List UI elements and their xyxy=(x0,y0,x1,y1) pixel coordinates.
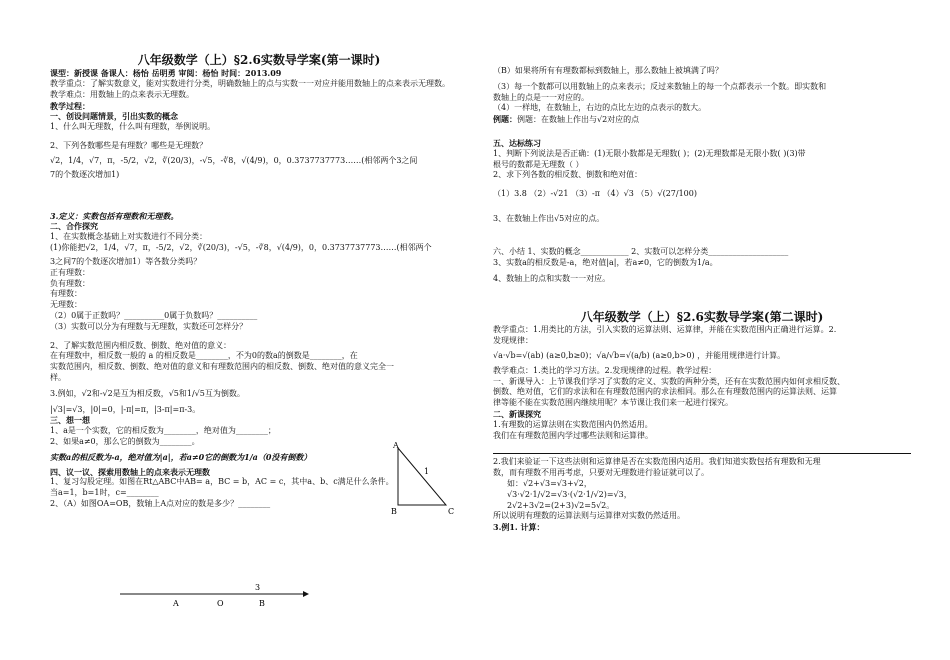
verify-2: √3·√2·1/√2=√3·(√2·1/√2)=√3， xyxy=(507,489,632,499)
section-1-heading: 一、创设问题情景，引出实数的概念 xyxy=(50,111,178,122)
discuss-3: 2、（A）如图OA=OB，数轴上A点对应的数是多少？________ xyxy=(50,498,271,508)
axis-label-a: A xyxy=(173,599,179,608)
rational: 有理数： xyxy=(50,289,82,299)
other-classification: （3）实数可以分为有理数与无理数，实数还可怎样分？ xyxy=(50,321,248,331)
axis-label-o: O xyxy=(217,599,224,608)
triangle-label-b: B xyxy=(391,507,397,516)
triangle-side-label: 1 xyxy=(424,467,430,476)
lesson-one-title: 八年级数学（上）§2.6实数导学案(第一课时) xyxy=(137,53,381,67)
triangle-label-a: A xyxy=(393,441,399,450)
exercise-1-cont: 根号的数都是无理数（ ） xyxy=(493,159,584,169)
right-text-4: （4）一样地，在数轴上，右边的点比左边的点表示的数大。 xyxy=(493,103,707,113)
meaning-text-2: 实数范围内，相反数、倒数、绝对值的意义和有理数范围内的相反数、倒数、绝对值的意义完全一 xyxy=(50,362,394,372)
meaning-text-1: 在有理数中，相反数一般的 a 的相反数是________，不为0的数a的倒数是________，在 xyxy=(50,351,358,361)
summary-line-1: 六、小结 1、实数的概念____________ 2、实数可以怎样分类____________________ xyxy=(493,246,789,256)
section-2-heading: 二、合作探究 xyxy=(50,221,98,232)
focus-2-line-2: 发现规律： xyxy=(493,336,533,346)
section-5-heading: 五、达标练习 xyxy=(493,137,541,148)
explore-2b: 数，而有理数不用再考虑，只要对无理数进行验证就可以了。 xyxy=(493,468,709,478)
discuss-2: 当a=1，b=1时，c=________ xyxy=(50,488,159,498)
think-summary: 实数a的相反数为-a，绝对值为|a|，若a≠0它的倒数为1/a（0没有倒数） xyxy=(50,451,312,462)
right-text-2: （3）每一个数都可以用数轴上的点来表示；反过来数轴上的每一个点都表示一个数。即实数和 xyxy=(493,81,827,91)
right-example: 例题：例题：在数轴上作出与√2对应的点 xyxy=(493,114,640,125)
summary-line-2: 3、实数a的相反数是-a，绝对值|a|，若a≠0，它的倒数为1/a。 xyxy=(493,257,718,267)
positive-rational: 正有理数： xyxy=(50,267,90,277)
verify-conclusion: 所以说明有理数的运算法则与运算律对实数仍然适用。 xyxy=(493,511,685,521)
triangle-label-c: C xyxy=(448,507,455,516)
discuss-1: 1、复习勾股定理。如图在Rt△ABC中AB= a，BC = b，AC = c，其中a、b、c满足什么条件。 xyxy=(50,477,394,487)
meta-line: 课型：新授课 备课人：杨怡 岳明勇 审阅：杨怡 时间：2013.09 xyxy=(50,68,282,79)
lesson-one-column xyxy=(50,0,468,510)
focus-2-formulas: √a·√b=√(ab) (a≥0,b≥0)；√a/√b=√(a/b) (a≥0,b>0) ，并能用规律进行计算。 xyxy=(493,350,786,360)
irrational: 无理数： xyxy=(50,300,82,310)
explore-1: 1.有理数的运算法则在实数范围内仍然适用。 xyxy=(493,419,653,429)
exercise-3: 3、在数轴上作出√5对应的点。 xyxy=(493,213,605,223)
answer-line xyxy=(493,453,911,454)
triangle-shape xyxy=(398,448,446,505)
section-4-heading: 四、议一议、探索用数轴上的点来表示无理数 xyxy=(50,466,210,477)
number-list: √2，1/4，√7，π，-5/2，√2，∛(20/3)，-√5，-∛8，√(4/9)，0，0.3737737773……(相邻两个3之间 xyxy=(50,155,418,165)
explore-2: 2.我们来验证一下这些法则和运算律是否在实数范围内适用。我们知道实数包括有理数和无理 xyxy=(493,457,821,467)
verify-1: 如：√2+√3=√3+√2， xyxy=(507,478,592,488)
difficulty-2: 教学难点：1.类比的学习方法。2.发现规律的过程。教学过程： xyxy=(493,365,717,375)
number-axis-figure xyxy=(115,580,315,610)
process-heading: 教学过程： xyxy=(50,100,90,111)
zero-question: （2）0属于正数吗？__________0属于负数吗？__________ xyxy=(50,310,258,320)
intro-1: 一、新课导入：上节课我们学习了实数的定义、实数的两种分类，还有在实数范围内如何求相反数、 xyxy=(493,376,845,386)
right-q-b: （B）如果将所有有理数都标到数轴上，那么数轴上被填满了吗？ xyxy=(493,66,723,75)
think-2: 2、如果a≠0，那么它的倒数为________。 xyxy=(50,436,200,446)
example-opposites: 3.例如，√2和-√2是互为相反数，√5和1/√5互为倒数。 xyxy=(50,388,245,398)
example-1-heading: 3.例1. 计算： xyxy=(493,522,545,533)
classify-list-cont: 3之间7的个数逐次增加1）等各数分类吗？ xyxy=(50,256,202,266)
section-3-heading: 三、想一想 xyxy=(50,415,90,426)
question-1: 1、什么叫无理数，什么叫有理数，举例说明。 xyxy=(50,122,216,132)
exercise-1: 1、判断下列说法是否正确：(1)无限小数都是无理数( )；(2)无理数都是无限小数( )(3)带 xyxy=(493,148,806,158)
teaching-focus: 教学重点：了解实数意义，能对实数进行分类，明确数轴上的点与实数一一对应并能用数轴上的点来表示无理数。 xyxy=(50,78,450,88)
axis-label-b: B xyxy=(259,599,265,608)
axis-label-three: 3 xyxy=(255,583,261,592)
focus-2-line-1: 教学重点：1.用类比的方法，引入实数的运算法则、运算律，并能在实数范围内正确进行运算。2. xyxy=(493,325,837,335)
summary-line-3: 4、数轴上的点和实数一一对应。 xyxy=(493,274,611,284)
lesson-two-title: 八年级数学（上）§2.6实数导学案(第二课时) xyxy=(580,310,824,325)
definition: 3.定义：实数包括有理数和无理数。 xyxy=(50,210,179,221)
meaning-text-3: 样。 xyxy=(50,372,66,382)
new-lesson-heading: 二、新课探究 xyxy=(493,408,541,419)
right-text-3: 数轴上的点是一一对应的。 xyxy=(493,92,589,102)
think-1: 1、a是一个实数，它的相反数为________，绝对值为________； xyxy=(50,426,276,436)
negative-rational: 负有理数： xyxy=(50,278,90,288)
classify-intro: 1、在实数概念基础上对实数进行不同分类： xyxy=(50,232,208,242)
right-triangle-figure xyxy=(388,440,468,520)
intro-2: 倒数、绝对值，它们的求法和在有理数范围内的求法相同。那么在有理数范围内的运算法则、运算 xyxy=(493,387,837,397)
question-2: 2、下列各数哪些是有理数？哪些是无理数？ xyxy=(50,140,208,150)
explore-1b: 我们在有理数范围内学过哪些法则和运算律。 xyxy=(493,430,653,440)
example-absolute: |√3|=√3，|0|=0，|-π|=π，|3-π|=π-3。 xyxy=(50,404,201,414)
meaning-heading: 2、了解实数范围内相反数、倒数、绝对值的意义： xyxy=(50,340,232,350)
lesson-two-column xyxy=(493,0,911,533)
verify-3: 2√2+3√2=(2+3)√2=5√2。 xyxy=(507,500,615,510)
exercise-2: 2、求下列各数的相反数、倒数和绝对值： xyxy=(493,170,643,180)
teaching-difficulty: 教学难点：用数轴上的点来表示无理数。 xyxy=(50,89,194,99)
number-list-cont: 7的个数逐次增加1) xyxy=(50,169,120,179)
classify-list: (1)你能把√2，1/4，√7，π，-5/2，√2，∛(20/3)，-√5，-∛8，√(4/9)，0，0.3737737773……(相邻两个 xyxy=(50,242,432,252)
exercise-2-items: （1）3.8 （2）-√21 （3）-π （4）√3 （5）√(27/100) xyxy=(493,189,697,199)
axis-arrow xyxy=(303,591,309,597)
intro-3: 律等能不能在实数范围内继续用呢？本节课让我们来一起进行探究。 xyxy=(493,398,733,408)
